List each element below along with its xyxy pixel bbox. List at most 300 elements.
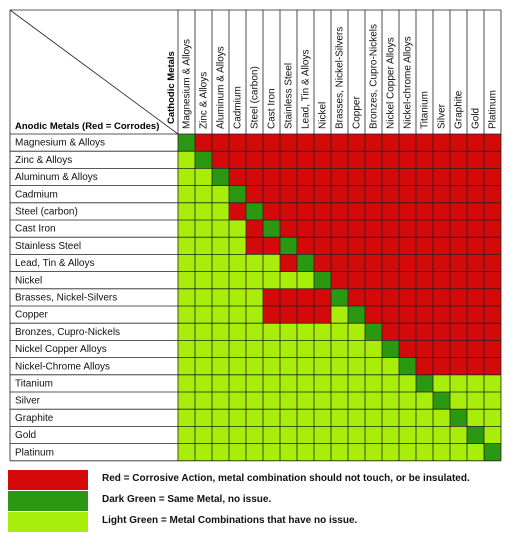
cell [212, 272, 229, 289]
cell [229, 392, 246, 409]
cell [280, 289, 297, 306]
legend-dark-green-text: Dark Green = Same Metal, no issue. [102, 494, 272, 505]
cell [314, 358, 331, 375]
cell [263, 323, 280, 340]
cell [399, 392, 416, 409]
row-label: Bronzes, Cupro-Nickels [15, 326, 121, 338]
cell [229, 272, 246, 289]
cell [195, 237, 212, 254]
cell [433, 254, 450, 271]
cell [399, 409, 416, 426]
cell [399, 134, 416, 151]
legend-light-green [8, 512, 518, 532]
cell [450, 358, 467, 375]
cell [433, 203, 450, 220]
cell [212, 358, 229, 375]
cell [365, 272, 382, 289]
cell [365, 254, 382, 271]
cell [229, 444, 246, 461]
cell [314, 289, 331, 306]
row-label: Zinc & Alloys [15, 154, 73, 166]
cell [365, 340, 382, 357]
cell [450, 186, 467, 203]
cell [450, 272, 467, 289]
cell [484, 220, 501, 237]
cell [433, 168, 450, 185]
cell [348, 289, 365, 306]
cell [416, 237, 433, 254]
cell [365, 289, 382, 306]
cell [229, 375, 246, 392]
column-label: Zinc & Alloys [198, 71, 210, 129]
cell [280, 340, 297, 357]
cell [263, 306, 280, 323]
cell [314, 237, 331, 254]
cell [331, 254, 348, 271]
cell [416, 340, 433, 357]
cell [246, 186, 263, 203]
cell [246, 254, 263, 271]
cell [314, 323, 331, 340]
cell [433, 340, 450, 357]
cell [365, 168, 382, 185]
cell [331, 306, 348, 323]
cell [314, 375, 331, 392]
cell [348, 220, 365, 237]
cell [297, 254, 314, 271]
cell [297, 289, 314, 306]
cell [399, 289, 416, 306]
cell [467, 444, 484, 461]
cell [467, 168, 484, 185]
cell [178, 375, 195, 392]
cell [484, 237, 501, 254]
cell [450, 306, 467, 323]
cell [263, 186, 280, 203]
cell [297, 237, 314, 254]
cell [433, 306, 450, 323]
column-label: Titanium [419, 91, 431, 129]
cell [280, 426, 297, 443]
cell [399, 203, 416, 220]
cell [212, 323, 229, 340]
cell [416, 375, 433, 392]
cell [297, 323, 314, 340]
cell [229, 134, 246, 151]
cell [348, 323, 365, 340]
cell [348, 375, 365, 392]
cell [280, 392, 297, 409]
cell [484, 426, 501, 443]
cell [331, 168, 348, 185]
cell [246, 340, 263, 357]
cell [365, 220, 382, 237]
cell [365, 306, 382, 323]
cell [484, 392, 501, 409]
column-label: Magnesium & Alloys [181, 38, 193, 129]
cell [195, 340, 212, 357]
legend-red-text: Red = Corrosive Action, metal combination should not touch, or be insulated. [102, 473, 470, 484]
cell [365, 375, 382, 392]
cell [314, 254, 331, 271]
cell [348, 168, 365, 185]
corner-diagonal [10, 10, 178, 134]
cell [348, 134, 365, 151]
cell [314, 272, 331, 289]
cell [433, 426, 450, 443]
cell [280, 306, 297, 323]
cell [263, 444, 280, 461]
row-label: Titanium [15, 378, 53, 390]
cell [450, 168, 467, 185]
cell [246, 220, 263, 237]
cell [178, 392, 195, 409]
cell [331, 340, 348, 357]
cell [178, 272, 195, 289]
cell [297, 134, 314, 151]
cell [382, 168, 399, 185]
cell [484, 254, 501, 271]
cell [399, 220, 416, 237]
cell [178, 220, 195, 237]
cell [314, 392, 331, 409]
cell [467, 220, 484, 237]
cell [348, 444, 365, 461]
cell [178, 340, 195, 357]
cell [484, 289, 501, 306]
cell [348, 392, 365, 409]
cell [263, 203, 280, 220]
column-label: Aluminum & Alloys [215, 46, 227, 129]
cell [195, 426, 212, 443]
cell [314, 134, 331, 151]
cell [467, 306, 484, 323]
cell [195, 392, 212, 409]
cell [484, 306, 501, 323]
cell [212, 375, 229, 392]
cell [416, 426, 433, 443]
cell [246, 289, 263, 306]
cell [433, 186, 450, 203]
row-label: Nickel Copper Alloys [15, 344, 107, 356]
cell [246, 134, 263, 151]
cell [331, 203, 348, 220]
cell [246, 323, 263, 340]
cell [416, 220, 433, 237]
row-label: Stainless Steel [15, 240, 82, 252]
cell [331, 186, 348, 203]
cell [416, 272, 433, 289]
cell [331, 272, 348, 289]
cell [263, 254, 280, 271]
cell [297, 203, 314, 220]
cell [467, 358, 484, 375]
cell [348, 186, 365, 203]
column-label: Stainless Steel [283, 62, 295, 129]
cell [314, 186, 331, 203]
cell [212, 220, 229, 237]
cell [229, 358, 246, 375]
cell [229, 289, 246, 306]
cell [280, 151, 297, 168]
cell [450, 323, 467, 340]
cell [467, 340, 484, 357]
cell [212, 254, 229, 271]
cell [450, 220, 467, 237]
cell [195, 168, 212, 185]
cell [280, 272, 297, 289]
cell [331, 375, 348, 392]
cell [246, 375, 263, 392]
cell [416, 134, 433, 151]
cell [212, 409, 229, 426]
cell [280, 186, 297, 203]
cell [195, 289, 212, 306]
cell [297, 358, 314, 375]
cell [365, 409, 382, 426]
cell [314, 168, 331, 185]
cell [195, 323, 212, 340]
cell [212, 392, 229, 409]
cell [178, 358, 195, 375]
column-label: Nickel Copper Alloys [385, 37, 397, 129]
cell [212, 426, 229, 443]
cell [280, 409, 297, 426]
cell [467, 289, 484, 306]
cell [433, 409, 450, 426]
cell [416, 358, 433, 375]
cell [263, 409, 280, 426]
cell [365, 203, 382, 220]
cell [331, 409, 348, 426]
cell [229, 323, 246, 340]
cell [297, 272, 314, 289]
cell [263, 358, 280, 375]
cell [450, 134, 467, 151]
cell [348, 151, 365, 168]
cell [433, 151, 450, 168]
row-label: Nickel-Chrome Alloys [15, 361, 111, 373]
cell [382, 375, 399, 392]
cell [178, 409, 195, 426]
cell [246, 237, 263, 254]
cell [399, 306, 416, 323]
cell [484, 168, 501, 185]
row-label: Steel (carbon) [15, 206, 78, 218]
cell [297, 306, 314, 323]
cell [399, 375, 416, 392]
cell [450, 340, 467, 357]
cell [382, 392, 399, 409]
cell [399, 444, 416, 461]
cell [178, 289, 195, 306]
cell [399, 237, 416, 254]
cell [297, 168, 314, 185]
cell [416, 289, 433, 306]
cell [484, 340, 501, 357]
cell [348, 340, 365, 357]
cell [195, 134, 212, 151]
cell [246, 203, 263, 220]
legend-dark-green [8, 491, 518, 511]
cell [212, 289, 229, 306]
cell [212, 340, 229, 357]
cell [314, 220, 331, 237]
cell [229, 237, 246, 254]
cell [467, 375, 484, 392]
cell [382, 306, 399, 323]
cell [280, 203, 297, 220]
cell [382, 426, 399, 443]
cell [433, 272, 450, 289]
cell [178, 444, 195, 461]
cell [212, 186, 229, 203]
cell [348, 254, 365, 271]
cell [382, 237, 399, 254]
row-label: Graphite [15, 412, 54, 424]
cell [399, 254, 416, 271]
cell [433, 392, 450, 409]
cell [467, 151, 484, 168]
cell [263, 426, 280, 443]
cell [484, 358, 501, 375]
cell [246, 306, 263, 323]
legend-red [8, 470, 518, 490]
cell [433, 323, 450, 340]
cell [416, 254, 433, 271]
cell [484, 323, 501, 340]
cell [433, 358, 450, 375]
cell [297, 151, 314, 168]
cell [263, 340, 280, 357]
cell [365, 323, 382, 340]
cell [263, 220, 280, 237]
cell [178, 186, 195, 203]
row-label: Platinum [15, 447, 54, 459]
cell [195, 375, 212, 392]
cell [178, 151, 195, 168]
cell [331, 358, 348, 375]
column-label: Cadmium [232, 86, 244, 129]
cell [280, 358, 297, 375]
cell [297, 444, 314, 461]
cell [314, 306, 331, 323]
cell [484, 375, 501, 392]
cell [229, 220, 246, 237]
cell [280, 134, 297, 151]
cell [229, 409, 246, 426]
cell [263, 151, 280, 168]
cell [365, 151, 382, 168]
cell [331, 220, 348, 237]
cell [314, 409, 331, 426]
cell [348, 203, 365, 220]
column-label: Platinum [487, 90, 499, 129]
cell [212, 151, 229, 168]
cell [484, 409, 501, 426]
cell [484, 272, 501, 289]
column-label: Silver [436, 103, 448, 129]
cell [229, 306, 246, 323]
cell [348, 272, 365, 289]
cell [195, 409, 212, 426]
cell [382, 254, 399, 271]
legend-light-green-swatch [8, 512, 88, 532]
cell [178, 254, 195, 271]
cell [331, 392, 348, 409]
cell [212, 306, 229, 323]
cell [365, 444, 382, 461]
cell [399, 168, 416, 185]
cell [382, 186, 399, 203]
cell [280, 375, 297, 392]
cell [433, 444, 450, 461]
cell [467, 426, 484, 443]
cell [382, 220, 399, 237]
cell [280, 237, 297, 254]
cell [331, 444, 348, 461]
cell [263, 168, 280, 185]
cell [280, 444, 297, 461]
column-label: Bronzes, Cupro-Nickels [368, 23, 380, 129]
cell [178, 203, 195, 220]
cell [467, 409, 484, 426]
cell [399, 340, 416, 357]
cell [382, 151, 399, 168]
cell [467, 203, 484, 220]
anodic-metals-label: Anodic Metals (Red = Corrodes) [15, 121, 160, 132]
cell [484, 134, 501, 151]
cell [416, 306, 433, 323]
cell [382, 272, 399, 289]
cell [229, 151, 246, 168]
cell [195, 272, 212, 289]
cell [433, 237, 450, 254]
cell [467, 237, 484, 254]
cell [382, 203, 399, 220]
cell [416, 168, 433, 185]
cell [229, 340, 246, 357]
cell [433, 134, 450, 151]
cell [297, 392, 314, 409]
cell [195, 220, 212, 237]
row-label: Lead, Tin & Alloys [15, 258, 95, 270]
cell [348, 237, 365, 254]
cell [450, 426, 467, 443]
cell [365, 134, 382, 151]
column-label: Copper [351, 96, 363, 129]
cell [399, 426, 416, 443]
cell [212, 134, 229, 151]
cell [467, 323, 484, 340]
cell [178, 426, 195, 443]
column-label: Nickel [317, 101, 329, 129]
cell [331, 134, 348, 151]
cell [229, 186, 246, 203]
cell [178, 323, 195, 340]
cell [314, 203, 331, 220]
cell [178, 134, 195, 151]
legend-light-green-text: Light Green = Metal Combinations that have no issue. [102, 515, 358, 526]
cell [280, 220, 297, 237]
cell [348, 358, 365, 375]
cell [365, 426, 382, 443]
row-label: Silver [15, 395, 41, 407]
cell [382, 134, 399, 151]
cell [263, 134, 280, 151]
cell [399, 151, 416, 168]
cell [382, 323, 399, 340]
